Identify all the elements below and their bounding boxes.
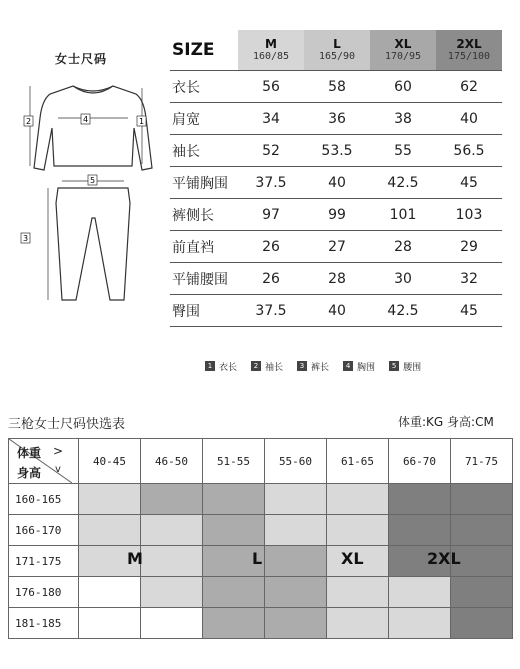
weight-range-header: 71-75 xyxy=(451,439,513,484)
measurement-value: 40 xyxy=(304,295,370,327)
legend-item xyxy=(205,360,237,373)
measurement-label: 肩宽 xyxy=(170,103,238,135)
height-row xyxy=(9,608,513,639)
measurement-label: 臀围 xyxy=(170,295,238,327)
size-row xyxy=(170,263,502,295)
size-zone-label: M xyxy=(127,549,143,568)
size-header-label: SIZE xyxy=(172,40,215,60)
measurement-value: 60 xyxy=(370,71,436,103)
quick-size-grid xyxy=(8,438,513,639)
size-cell xyxy=(451,515,513,546)
measurement-value: 32 xyxy=(436,263,502,295)
size-cell xyxy=(141,577,203,608)
measurement-label: 衣长 xyxy=(170,71,238,103)
size-cell xyxy=(327,577,389,608)
measurement-value: 53.5 xyxy=(304,135,370,167)
quick-corner xyxy=(9,439,79,484)
size-table xyxy=(170,30,502,327)
measurement-value: 38 xyxy=(370,103,436,135)
quick-chart-title: 三枪女士尺码快选表 xyxy=(8,417,126,432)
measurement-value: 101 xyxy=(370,199,436,231)
height-range-header: 160-165 xyxy=(9,484,79,515)
garment-diagram xyxy=(18,78,168,308)
size-cell xyxy=(265,546,327,577)
measurement-value: 37.5 xyxy=(238,295,304,327)
size-col-l: L 165/90 xyxy=(304,30,370,71)
size-cell xyxy=(79,577,141,608)
height-label: 身高 xyxy=(17,466,42,480)
measurement-value: 55 xyxy=(370,135,436,167)
size-row xyxy=(170,167,502,199)
height-range-header: 171-175 xyxy=(9,546,79,577)
diagram-markers xyxy=(21,114,146,243)
weight-range-header: 61-65 xyxy=(327,439,389,484)
legend-item xyxy=(389,360,421,373)
size-cell xyxy=(141,546,203,577)
marker-4: 4 xyxy=(82,115,89,124)
size-cell xyxy=(79,608,141,639)
measurement-value: 45 xyxy=(436,167,502,199)
legend-label: 袖长 xyxy=(265,362,284,373)
weight-arrow: > xyxy=(53,444,64,458)
measurement-value: 27 xyxy=(304,231,370,263)
size-zone-label: XL xyxy=(341,549,364,568)
measurement-label: 平铺胸围 xyxy=(170,167,238,199)
size-row xyxy=(170,135,502,167)
size-cell xyxy=(141,515,203,546)
legend-item xyxy=(251,360,283,373)
quick-chart-unit: 体重:KG 身高:CM xyxy=(398,415,494,429)
height-row xyxy=(9,484,513,515)
size-row xyxy=(170,295,502,327)
measurement-value: 36 xyxy=(304,103,370,135)
size-cell xyxy=(451,608,513,639)
measurement-value: 29 xyxy=(436,231,502,263)
size-cell xyxy=(327,546,389,577)
size-row xyxy=(170,199,502,231)
size-cell xyxy=(265,515,327,546)
legend-number: 3 xyxy=(297,361,307,371)
weight-range-header: 66-70 xyxy=(389,439,451,484)
size-cell xyxy=(389,577,451,608)
measurement-value: 42.5 xyxy=(370,295,436,327)
quick-header-row xyxy=(9,439,513,484)
size-cell xyxy=(203,577,265,608)
weight-range-header: 40-45 xyxy=(79,439,141,484)
legend-number: 2 xyxy=(251,361,261,371)
size-cell xyxy=(389,546,451,577)
marker-1: 1 xyxy=(138,117,145,126)
size-cell xyxy=(203,484,265,515)
measurement-value: 99 xyxy=(304,199,370,231)
measurement-value: 52 xyxy=(238,135,304,167)
top-outline xyxy=(34,86,152,170)
measurement-value: 28 xyxy=(304,263,370,295)
legend-item xyxy=(297,360,329,373)
marker-2: 2 xyxy=(25,117,32,126)
size-cell xyxy=(141,608,203,639)
legend-label: 腰围 xyxy=(403,362,422,373)
size-cell xyxy=(203,608,265,639)
measurement-value: 58 xyxy=(304,71,370,103)
measurement-value: 40 xyxy=(304,167,370,199)
measurement-label: 前直裆 xyxy=(170,231,238,263)
legend-number: 4 xyxy=(343,361,353,371)
size-cell xyxy=(451,484,513,515)
diagram-title: 女士尺码 xyxy=(55,52,108,66)
size-col-m: M 160/85 xyxy=(238,30,304,71)
measurement-label: 平铺腰围 xyxy=(170,263,238,295)
measurement-legend xyxy=(205,359,435,373)
size-zone-label: 2XL xyxy=(427,549,461,568)
marker-3: 3 xyxy=(22,234,29,243)
legend-label: 衣长 xyxy=(219,362,238,373)
legend-number: 1 xyxy=(205,361,215,371)
pants-outline xyxy=(56,188,130,300)
size-cell xyxy=(389,515,451,546)
size-cell xyxy=(389,484,451,515)
measurement-value: 45 xyxy=(436,295,502,327)
weight-range-header: 55-60 xyxy=(265,439,327,484)
size-cell xyxy=(265,608,327,639)
measurement-value: 34 xyxy=(238,103,304,135)
size-row xyxy=(170,103,502,135)
height-range-header: 181-185 xyxy=(9,608,79,639)
size-cell xyxy=(203,546,265,577)
legend-number: 5 xyxy=(389,361,399,371)
legend-label: 裤长 xyxy=(311,362,330,373)
measurement-value: 28 xyxy=(370,231,436,263)
marker-5: 5 xyxy=(89,176,96,185)
measurement-value: 62 xyxy=(436,71,502,103)
measurement-value: 56.5 xyxy=(436,135,502,167)
measurement-value: 26 xyxy=(238,231,304,263)
height-range-header: 176-180 xyxy=(9,577,79,608)
measurement-value: 30 xyxy=(370,263,436,295)
size-row xyxy=(170,231,502,263)
size-cell xyxy=(327,608,389,639)
legend-item xyxy=(343,360,375,373)
size-cell xyxy=(327,484,389,515)
measurement-value: 40 xyxy=(436,103,502,135)
size-cell xyxy=(79,546,141,577)
weight-range-header: 51-55 xyxy=(203,439,265,484)
size-cell xyxy=(79,515,141,546)
size-cell xyxy=(141,484,203,515)
size-cell xyxy=(79,484,141,515)
size-row xyxy=(170,71,502,103)
size-cell xyxy=(389,608,451,639)
legend-label: 胸围 xyxy=(357,362,376,373)
measurement-value: 56 xyxy=(238,71,304,103)
measurement-value: 103 xyxy=(436,199,502,231)
size-cell xyxy=(265,484,327,515)
size-cell xyxy=(451,577,513,608)
size-cell xyxy=(265,577,327,608)
height-row xyxy=(9,515,513,546)
size-cell xyxy=(451,546,513,577)
height-arrow: v xyxy=(55,464,61,475)
measurement-label: 袖长 xyxy=(170,135,238,167)
measurement-value: 97 xyxy=(238,199,304,231)
measurement-value: 42.5 xyxy=(370,167,436,199)
weight-range-header: 46-50 xyxy=(141,439,203,484)
measurement-label: 裤侧长 xyxy=(170,199,238,231)
weight-label: 体重 xyxy=(17,446,42,460)
height-row xyxy=(9,577,513,608)
measurement-value: 37.5 xyxy=(238,167,304,199)
size-col-2xl: 2XL 175/100 xyxy=(436,30,502,71)
size-cell xyxy=(327,515,389,546)
height-range-header: 166-170 xyxy=(9,515,79,546)
measurement-value: 26 xyxy=(238,263,304,295)
height-row xyxy=(9,546,513,577)
size-cell xyxy=(203,515,265,546)
size-header-row xyxy=(170,30,502,71)
size-col-xl: XL 170/95 xyxy=(370,30,436,71)
size-zone-label: L xyxy=(252,549,263,568)
